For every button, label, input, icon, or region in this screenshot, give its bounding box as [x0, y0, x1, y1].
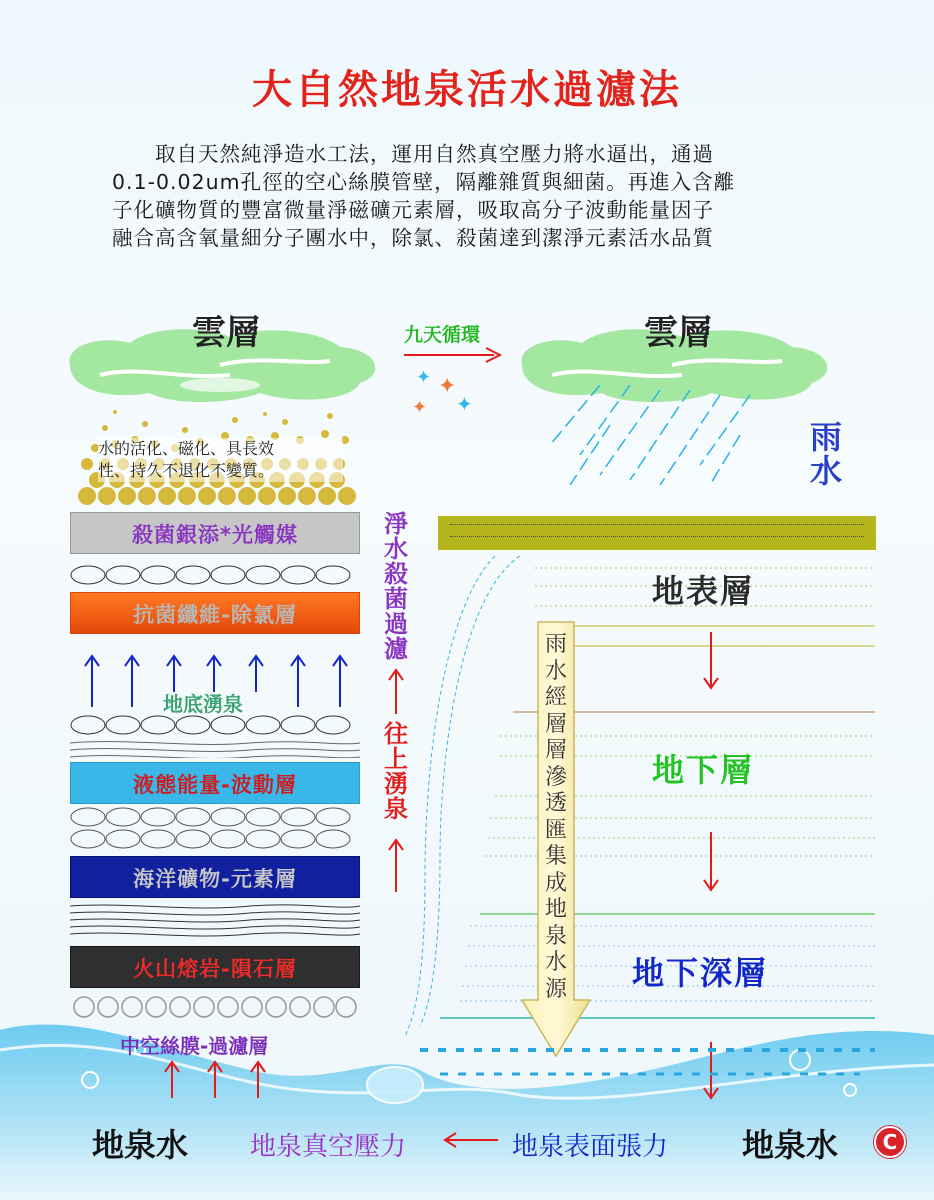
- rain-label: 雨水: [809, 418, 842, 490]
- down-arrow-red: [699, 630, 723, 690]
- oval-row: [70, 996, 360, 1018]
- surface-layer-label: 地表層: [652, 572, 755, 610]
- vacuum-pressure-label: 地泉真空壓力: [250, 1132, 407, 1162]
- vertical-filter-label: 淨水殺菌過濾: [384, 510, 408, 663]
- ocean-mineral-band: 海洋礦物-元素層: [70, 856, 360, 898]
- underground-layer-label: 地下層: [652, 751, 755, 789]
- left-arrow-red: [442, 1128, 502, 1152]
- silver-catalyst-band: 殺菌銀添*光觸媒: [70, 512, 360, 554]
- intro-line: 取自天然純淨造水工法，運用自然真空壓力將水逼出，通過: [112, 142, 714, 166]
- deep-layer-label: 地下深層: [632, 954, 769, 992]
- wave-lines: [70, 738, 360, 758]
- intro-line: 0.1-0.02um孔徑的空心絲膜管壁，隔離雜質與細菌。再進入含離: [112, 170, 736, 194]
- surface-band: [438, 516, 876, 550]
- spring-water-right: 地泉水: [742, 1126, 839, 1164]
- rain-seep-label: 雨水經層層滲透匯集成地泉水源: [544, 632, 567, 1002]
- svg-text:✦: ✦: [438, 374, 457, 399]
- water-table-dashes: [420, 1040, 880, 1080]
- wave-lines: [70, 902, 360, 942]
- down-arrow-red: [699, 830, 723, 892]
- sparkle-icons: [408, 365, 488, 420]
- page-title: 大自然地泉活水過濾法: [252, 67, 682, 113]
- cycle-label: 九天循環: [404, 324, 481, 346]
- svg-text:✦: ✦: [456, 392, 473, 416]
- oval-row: [70, 714, 360, 736]
- oval-row: [70, 564, 360, 586]
- liquid-energy-band: 液態能量-波動層: [70, 762, 360, 804]
- intro-paragraph: [112, 140, 842, 252]
- activation-text: 水的活化、磁化、具長效 性、持久不退化不變質。: [98, 438, 343, 482]
- antibacterial-fiber-band: 抗菌纖維-除氯層: [70, 592, 360, 634]
- upward-red-arrows: [160, 1060, 270, 1100]
- copyright-icon: C: [874, 1126, 906, 1158]
- intro-line: 融合高含氧量細分子團水中，除氯、殺菌達到潔淨元素活水品質: [112, 226, 714, 250]
- surface-tension-label: 地泉表面張力: [512, 1132, 669, 1162]
- cloud-left-label: 雲層: [192, 313, 260, 353]
- cycle-arrow: [404, 345, 504, 365]
- svg-text:✦: ✦: [416, 367, 432, 388]
- spring-label: 地底湧泉: [163, 692, 243, 716]
- spring-water-left: 地泉水: [92, 1126, 189, 1164]
- svg-text:✦: ✦: [412, 397, 428, 418]
- vertical-upward-label: 往上湧泉: [384, 720, 408, 823]
- ground-strata: [400, 556, 880, 1076]
- rain-lines: [540, 385, 760, 495]
- oval-grid: [70, 806, 360, 852]
- hollow-fiber-label: 中空絲膜-過濾層: [120, 1034, 269, 1058]
- cloud-right-label: 雲層: [644, 313, 712, 353]
- volcanic-lava-band: 火山熔岩-隕石層: [70, 946, 360, 988]
- intro-line: 子化礦物質的豐富微量淨磁礦元素層，吸取高分子波動能量因子: [112, 198, 714, 222]
